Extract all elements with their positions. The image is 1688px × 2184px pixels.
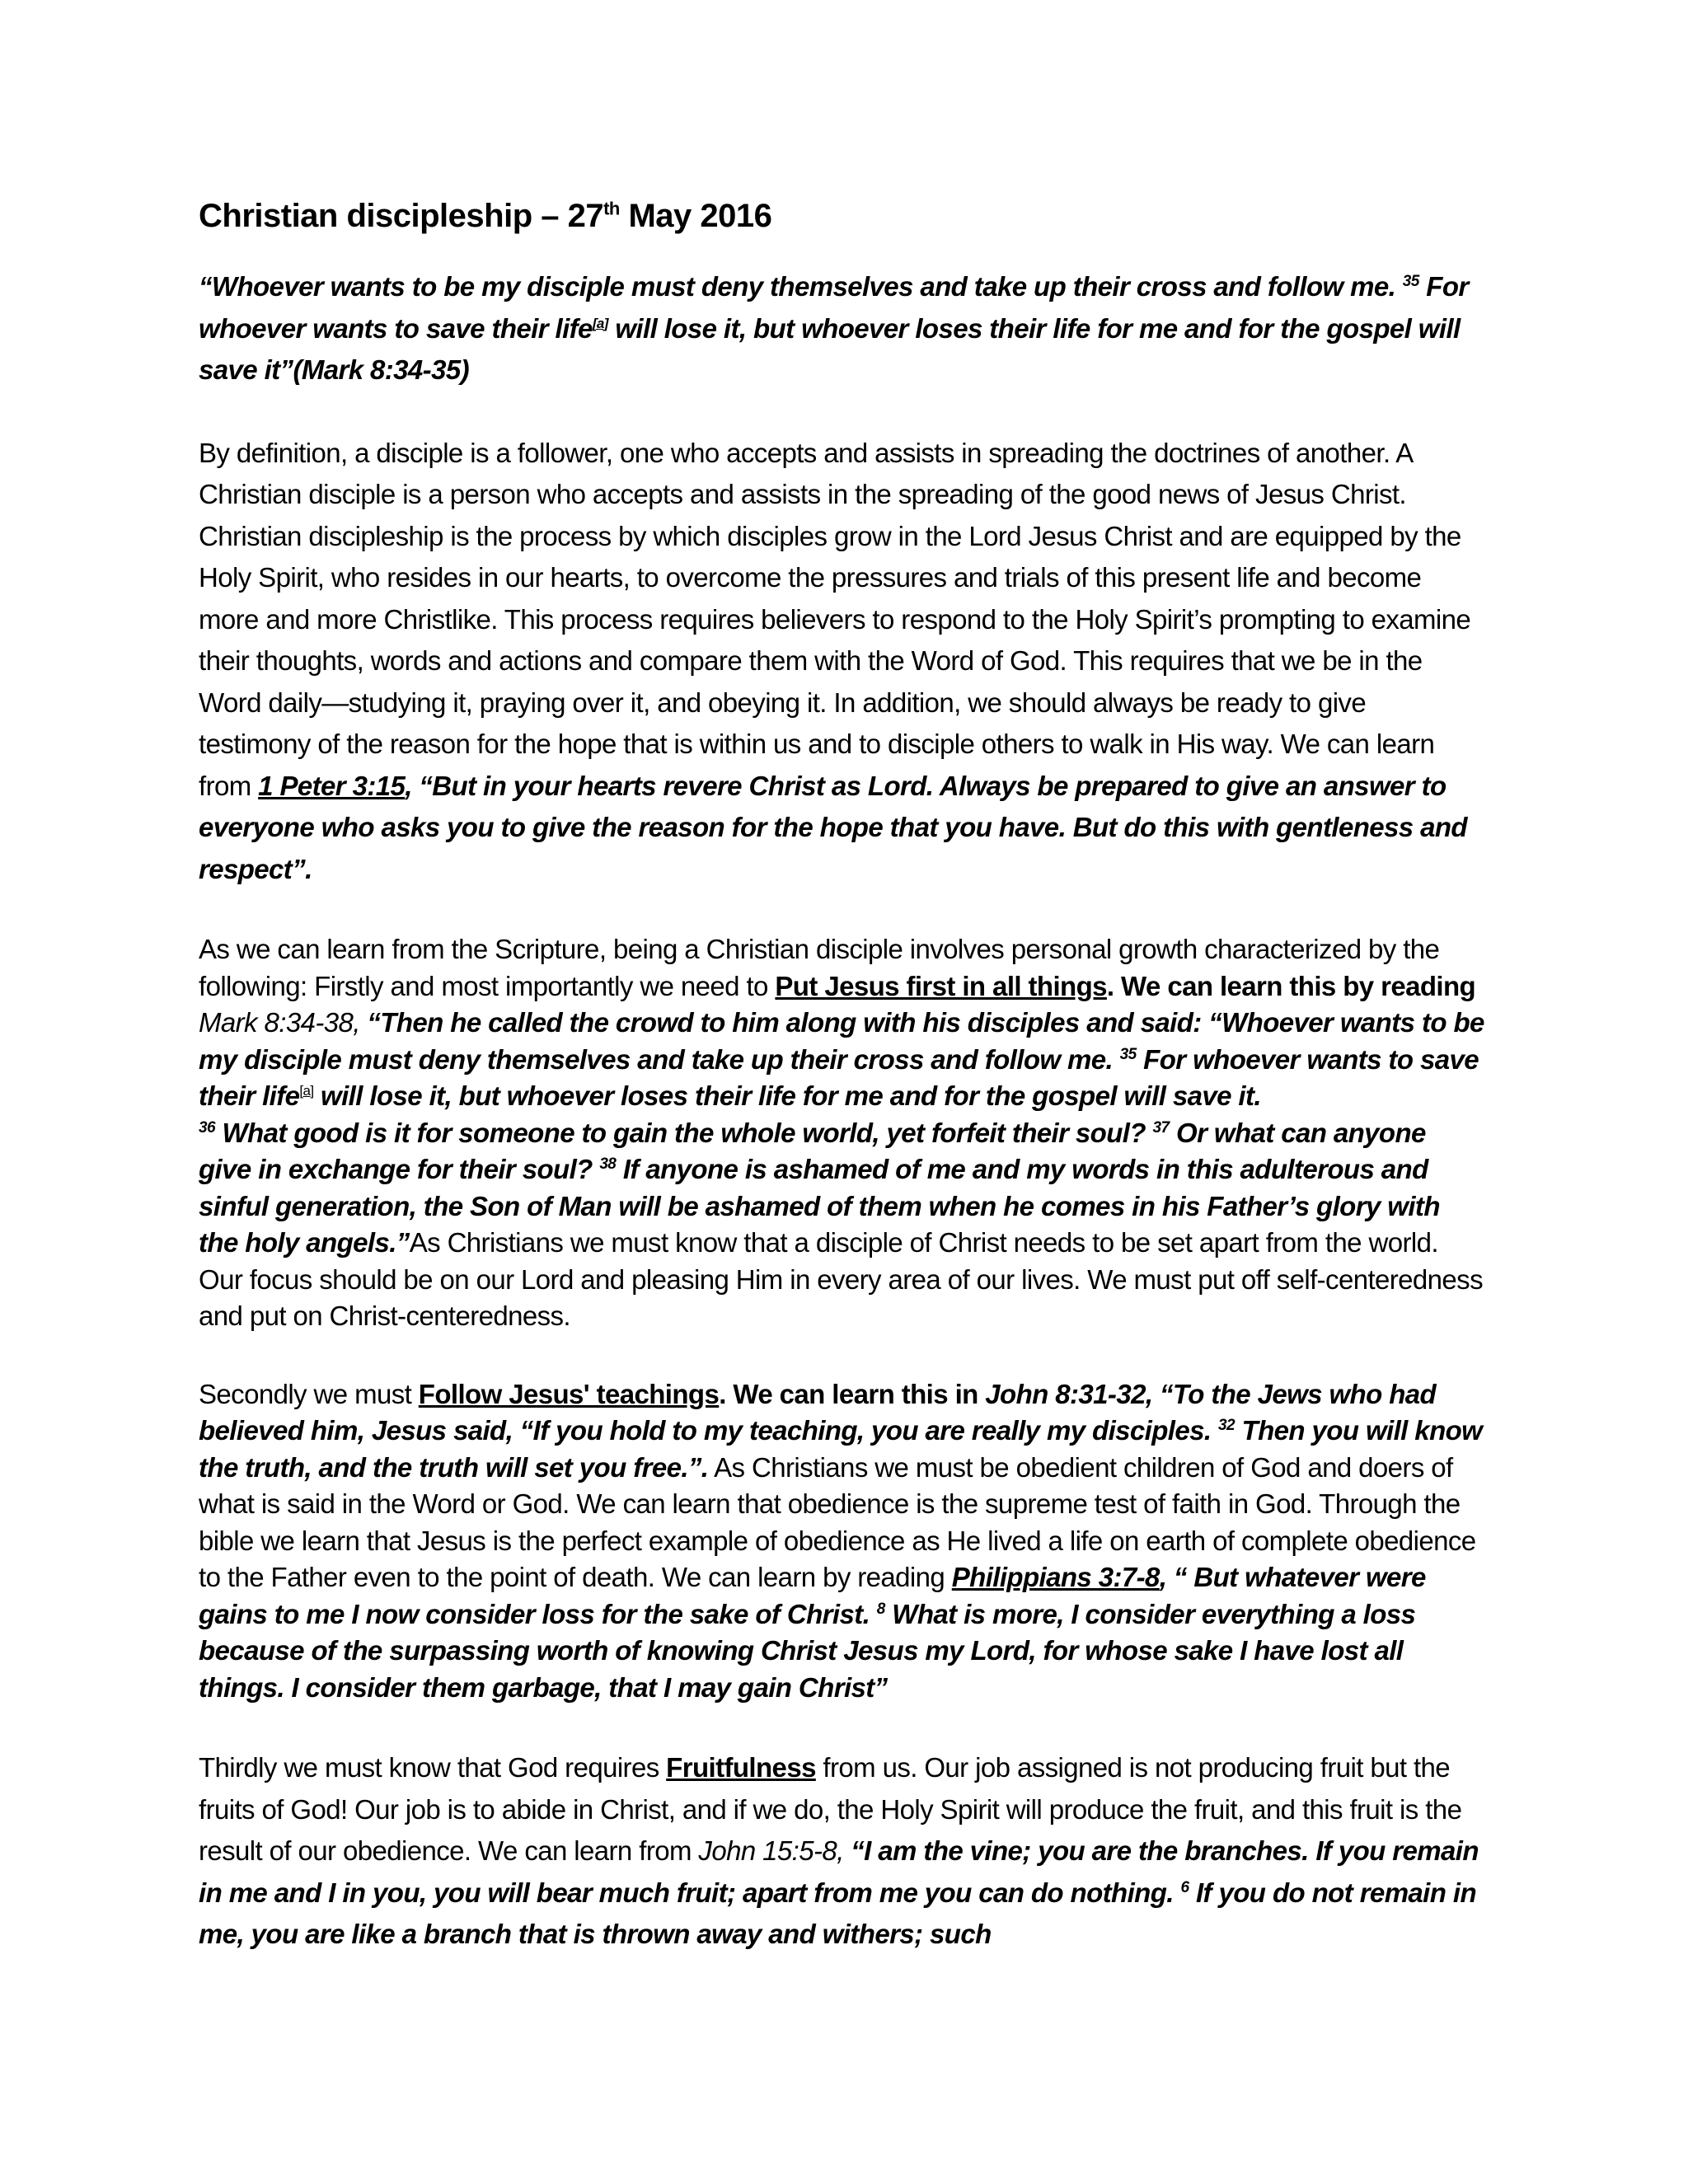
- footnote-link[interactable]: [a]: [592, 315, 608, 331]
- paragraph-definition: By definition, a disciple is a follower, one who accepts and assists in spreading the doctrines of another. A Christian disciple is a person who accepts and assists in the spreading of the good news of Jesus Christ. Christian discipleship is the process by which disciples grow in the Lord Jesus Christ and are equipped by the Holy Spirit, who resides in our hearts, to overcome the pressures and trials of this present life and become more and more Christlike. This process requires believers to respond to the Holy Spirit’s prompting to examine their thoughts, words and actions and compare them with the Word of God. This requires that we be in the Word daily—studying it, praying over it, and obeying it. In addition, we should always be ready to give testimony of the reason for the hope that is within us and to disciple others to walk in His way. We can learn from 1 Peter 3:15, “But in your hearts revere Christ as Lord. Always be prepared to give an answer to everyone who asks you to give the reason for the hope that you have. But do this with gentleness and respect”.: [199, 437, 1471, 884]
- footnote-link[interactable]: [a]: [299, 1083, 314, 1099]
- scripture-ref: 1 Peter 3:15: [258, 770, 406, 801]
- scripture-ref: Mark 8:34-38,: [199, 1007, 360, 1038]
- key-point: Fruitfulness: [666, 1752, 816, 1783]
- scripture-ref: Philippians 3:7-8: [951, 1562, 1160, 1592]
- page-title: Christian discipleship – 27th May 2016: [199, 198, 772, 234]
- epigraph-quote: “Whoever wants to be my disciple must deny themselves and take up their cross and follow me. $^{35}$ For whoever wants to save their life[a] will lose it, but whoever loses their life for me and for the gospel will save it”(Mark 8:34-35): [199, 271, 1469, 385]
- paragraph-third: Thirdly we must know that God requires Fruitfulness from us. Our job assigned is not producing fruit but the fruits of God! Our job is to abide in Christ, and if we do, the Holy Spirit will produce the fruit, and this fruit is the result of our obedience. We can learn from John 15:5-8, “I am the vine; you are the branches. If you remain in me and I in you, you will bear much fruit; apart from me you can do nothing. $^6$ If you do not remain in me, you are like a branch that is thrown away and withers; such: [199, 1752, 1479, 1949]
- scripture-ref: John 8:31-32,: [985, 1378, 1153, 1409]
- scripture-ref: John 15:5-8,: [698, 1835, 844, 1866]
- paragraph-second: Secondly we must Follow Jesus' teachings. We can learn this in John 8:31-32, “To the Jews who had believed him, Jesus said, “If you hold to my teaching, you are really my disciples. $^{32}$ Then you will know the truth, and the truth will set you free.”. As Christians we must be obedient children of God and doers of what is said in the Word or God. We can learn that obedience is the supreme test of faith in God. Through the bible we learn that Jesus is the perfect example of obedience as He lived a life on earth of complete obedience to the Father even to the point of death. We can learn by reading Philippians 3:7-8, “ But whatever were gains to me I now consider loss for the sake of Christ. $^8$ What is more, I consider everything a loss because of the surpassing worth of knowing Christ Jesus my Lord, for whose sake I have lost all things. I consider them garbage, that I may gain Christ”: [199, 1378, 1483, 1703]
- paragraph-first: As we can learn from the Scripture, being a Christian disciple involves personal growth characterized by the following: Firstly and most importantly we need to Put Jesus first in all things. We can learn this by reading Mark 8:34-38, “Then he called the crowd to him along with his disciples and said: “Whoever wants to be my disciple must deny themselves and take up their cross and follow me. $^{35}$ For whoever wants to save their life[a] will lose it, but whoever loses their life for me and for the gospel will save it. $^{36}$ What good is it for someone to gain the whole world, yet forfeit their soul? $^{37}$ Or what can anyone give in exchange for their soul? $^{38}$ If anyone is ashamed of me and my words in this adulterous and sinful generation, the Son of Man will be ashamed of them when he comes in his Father’s glory with the holy angels.”As Christians we must know that a disciple of Christ needs to be set apart from the world. Our focus should be on our Lord and pleasing Him in every area of our lives. We must put off self-centeredness and put on Christ-centeredness.: [199, 934, 1484, 1331]
- key-point: Put Jesus first in all things: [775, 970, 1107, 1001]
- document-page: [199, 198, 1484, 1997]
- key-point: Follow Jesus' teachings: [418, 1378, 720, 1409]
